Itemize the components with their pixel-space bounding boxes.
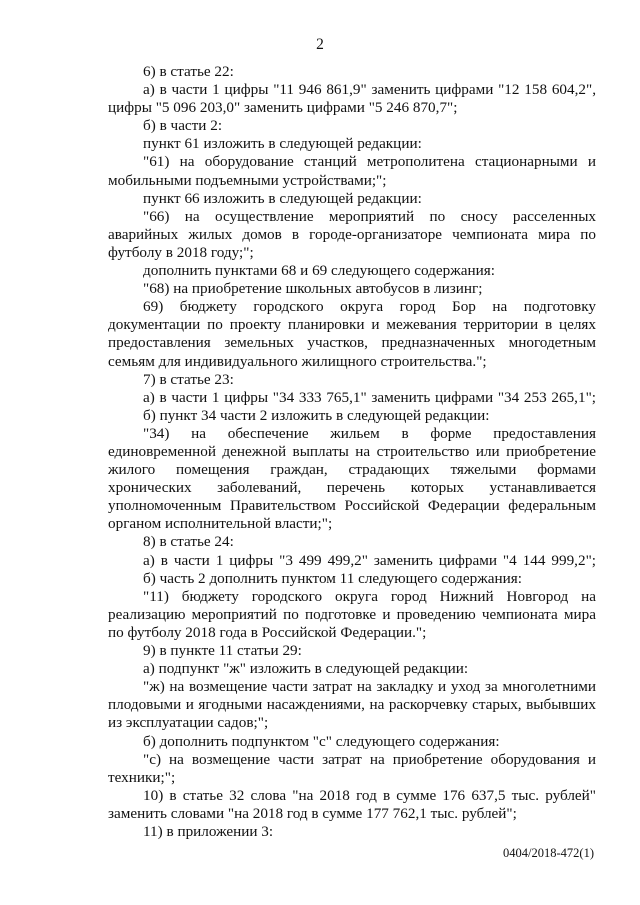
text-line: а) в части 1 цифры "3 499 499,2" заменить цифрами "4 144 999,2"; <box>143 551 596 569</box>
text-line: "61) на оборудование станций метрополитена стационарными и <box>143 153 596 171</box>
text-line: а) подпункт "ж" изложить в следующей редакции: <box>143 660 469 678</box>
text-line: 9) в пункте 11 статьи 29: <box>143 642 302 660</box>
document-code: 0404/2018-472(1) <box>503 846 594 860</box>
text-line: 69) бюджету городского округа город Бор на подготовку <box>143 298 596 316</box>
text-line: а) в части 1 цифры "34 333 765,1" заменить цифрами "34 253 265,1"; <box>143 388 596 406</box>
text-line: "34) на обеспечение жильем в форме предоставления <box>143 424 596 442</box>
text-line: по футболу 2018 года в Российской Федерации."; <box>108 623 427 641</box>
text-line: мобильными подъемными устройствами;"; <box>108 171 387 189</box>
text-line: 11) в приложении 3: <box>143 823 274 840</box>
text-line: уполномоченным Правительством Российской Федерации федеральным <box>108 497 596 515</box>
text-line: аварийных жилых домов в городе-организаторе чемпионата мира по <box>108 225 596 243</box>
text-line: футболу в 2018 году;"; <box>108 243 254 261</box>
text-line: пункт 66 изложить в следующей редакции: <box>143 189 422 207</box>
text-line: документации по проекту планировки и межевания территории в целях <box>108 316 596 334</box>
page-number: 2 <box>316 36 324 53</box>
text-line: "ж) на возмещение части затрат на закладку и уход за многолетними <box>143 678 596 696</box>
text-line: семьям для индивидуального жилищного строительства."; <box>108 352 487 370</box>
text-line: 8) в статье 24: <box>143 533 234 551</box>
text-line: "11) бюджету городского округа город Нижний Новгород на <box>143 587 596 605</box>
text-line: цифры "5 096 203,0" заменить цифрами "5 246 870,7"; <box>108 99 458 117</box>
text-line: техники;"; <box>108 768 176 786</box>
text-line: б) пункт 34 части 2 изложить в следующей редакции: <box>143 406 490 424</box>
text-line: реализацию мероприятий по подготовке и проведению чемпионата мира <box>108 605 596 623</box>
text-line: "66) на осуществление мероприятий по сносу расселенных <box>143 207 596 225</box>
text-line: 6) в статье 22: <box>143 63 234 80</box>
text-line: б) в части 2: <box>143 117 223 135</box>
text-line: "68) на приобретение школьных автобусов в лизинг; <box>143 280 483 298</box>
text-line: "с) на возмещение части затрат на приобретение оборудования и <box>143 750 596 768</box>
text-line: плодовыми и ягодными насаждениями, на раскорчевку старых, выбывших <box>108 696 596 714</box>
text-line: органом исполнительной власти;"; <box>108 515 333 533</box>
text-line: из эксплуатации садов;"; <box>108 714 269 732</box>
text-line: 10) в статье 32 слова "на 2018 год в сумме 176 637,5 тыс. рублей" <box>143 786 596 804</box>
text-line: пункт 61 изложить в следующей редакции: <box>143 135 422 153</box>
text-line: б) дополнить подпунктом "с" следующего содержания: <box>143 732 500 750</box>
text-line: предоставления земельных участков, предназначенных многодетным <box>108 334 596 352</box>
text-line: б) часть 2 дополнить пунктом 11 следующего содержания: <box>143 569 522 587</box>
text-line: дополнить пунктами 68 и 69 следующего содержания: <box>143 262 495 280</box>
text-line: заменить словами "на 2018 год в сумме 177 762,1 тыс. рублей"; <box>108 804 517 822</box>
text-line: жилого помещения граждан, страдающих тяжелыми формами <box>108 461 596 479</box>
text-line: 7) в статье 23: <box>143 370 234 388</box>
text-line: единовременной денежной выплаты на строительство или приобретение <box>108 443 596 460</box>
text-line: хронических заболеваний, перечень которых устанавливается <box>108 479 596 497</box>
text-line: а) в части 1 цифры "11 946 861,9" заменить цифрами "12 158 604,2", <box>143 81 596 99</box>
